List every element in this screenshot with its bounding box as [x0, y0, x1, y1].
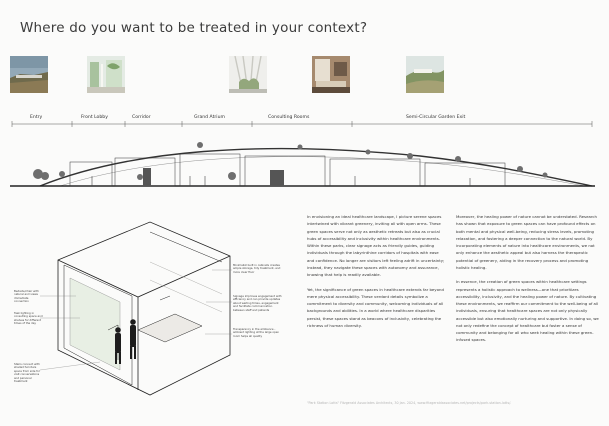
callout-right-2: Signage improves engagement with efficiency and can provide updates about waiting times, engagement and facilitate communication between staff and patients [233, 294, 282, 312]
building-section [10, 142, 595, 186]
text-column-left [307, 213, 445, 336]
isometric-room [58, 222, 230, 395]
zone-timeline [12, 121, 592, 127]
paragraph: In essence, the creation of green spaces within healthcare settings represents a holistic approach to wellness—one that prioritizes accessibility, inclusivity, and the healing power of nature. By cultivating these environments, we reaffirm our commitment to the well-being of all individuals, ensuring that healthcare spaces are not only physically accessible but also emotionally nurturing and supportive. In doing so, we not only redefine the concept of healthcare but foster a sense of community and belonging for all who seek healing within these green-infused spaces. [456, 279, 599, 343]
callout-left-1: Bedside/chair with natural and views immediate connection [14, 289, 39, 304]
page-title: Where do you want to be treated in your context? [20, 20, 368, 36]
text-column-right [456, 213, 599, 351]
paragraph: Yet, the significance of green spaces in healthcare extends far beyond mere physical accessibility. These verdant details symbolize a commitment to diversity and community, welcoming individuals of all backgrounds and abilities. In a world where healthcare disparities persist, these spaces stand as beacons of inclusivity, celebrating the richness of human diversity. [307, 286, 444, 328]
paragraph: In envisioning an ideal healthcare landscape, I picture serene spaces intertwined with vibrant greenery, inviting all with open arms. These green spaces serve not only as aesthetic retreats but also as crucial hubs of accessibility and inclusivity within healthcare environments. Within these parks, clear signage acts as friendly guides, guiding individuals through the labyrinthine corridors of hospitals with ease and confidence. No longer are visitors left feeling adrift in uncertainty; instead, they navigate these spaces with autonomy and assurance, knowing that help is readily available. [307, 214, 445, 277]
zone-label-entry: Entry [30, 115, 43, 120]
callout-right-3: Transparency in the ambience - ambient lighting at the large open room helps all quality [233, 327, 280, 338]
callout-left-2: Task lighting in consulting space and shelves for different times of the day [14, 311, 43, 326]
callout-left-3: Stairs connect with shaded furniture space from side for visit conversations and personal treatment [14, 362, 40, 384]
zone-label-grand-atrium: Grand Atrium [194, 115, 225, 120]
image-source-caption: "Park Station Lotts" Fitzgerald Associates Architects, 30 Jan. 2024, www.fitzgeraldassociates.net/projects/park-station-lotts/. [307, 401, 512, 405]
callout-right-1: Minimalist built in cabinets creates ample storage, tidy treatment, and more clear floor [233, 263, 281, 274]
zone-label-front-lobby: Front Lobby [81, 115, 108, 120]
zone-label-corridor: Corridor [132, 115, 151, 120]
paragraph: Moreover, the healing power of nature cannot be understated. Research has shown that exposure to green spaces can have profound effects on both mental and physical well-being, reducing stress levels, promoting relaxation, and fostering a deeper connection to the natural world. By incorporating elements of nature into healthcare environments, we not only enhance the aesthetic appeal but also harness the therapeutic potential of greenery, aiding in the recovery process and promoting holistic healing. [456, 214, 597, 270]
zone-label-garden-exit: Semi-Circular Garden Exit [406, 115, 466, 120]
zone-label-consulting-rooms: Consulting Rooms [268, 115, 310, 120]
